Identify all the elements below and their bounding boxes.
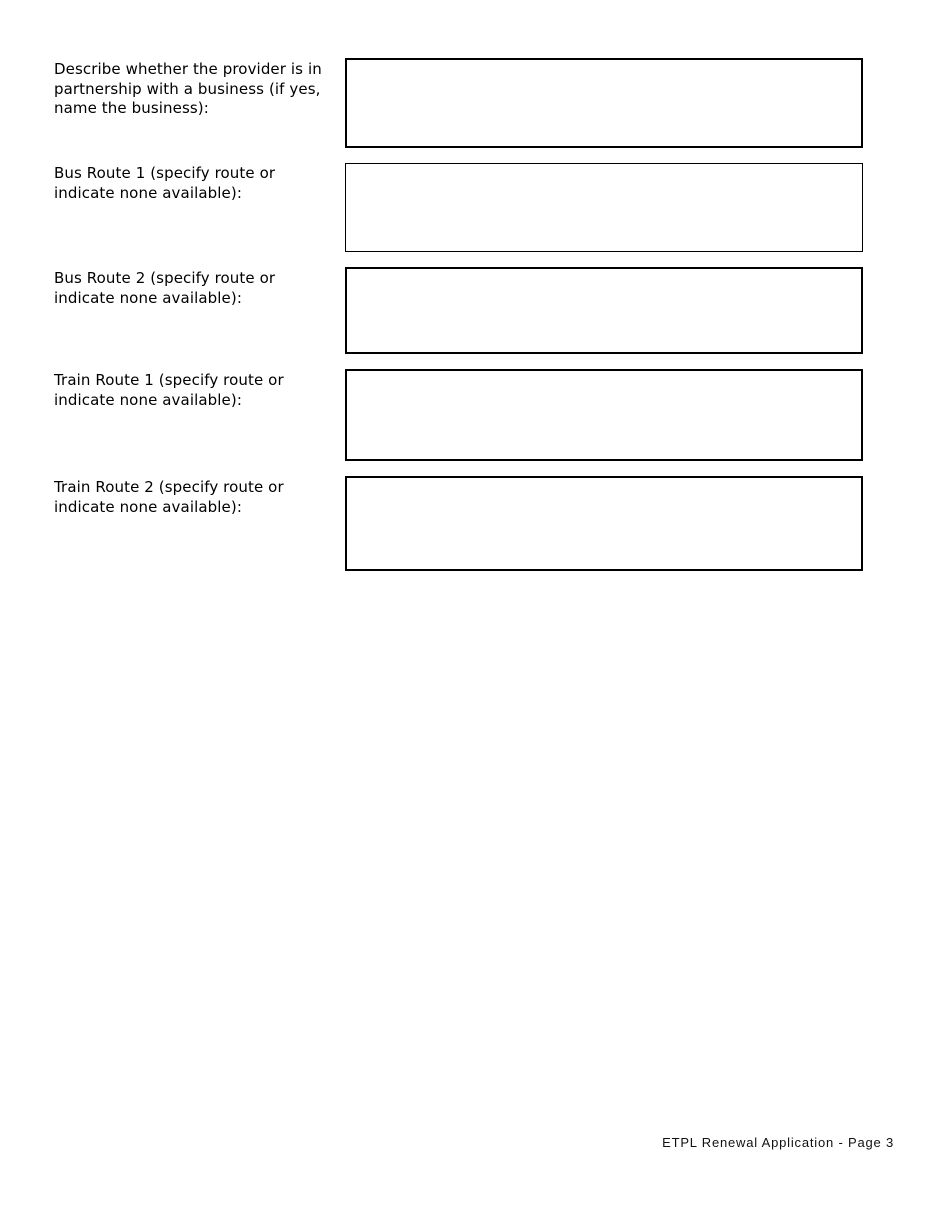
train-route-2-input[interactable] xyxy=(345,476,863,571)
train-route-1-input[interactable] xyxy=(345,369,863,461)
bus-route-2-label: Bus Route 2 (specify route or indicate none available): xyxy=(54,269,276,307)
train-route-1-label: Train Route 1 (specify route or indicate none available): xyxy=(54,371,284,409)
page-footer: ETPL Renewal Application - Page 3 xyxy=(662,1135,894,1150)
train-route-2-label: Train Route 2 (specify route or indicate none available): xyxy=(54,478,284,516)
business-partnership-label: Describe whether the provider is in partnership with a business (if yes, name the business): xyxy=(54,60,322,117)
bus-route-1-input[interactable] xyxy=(345,163,863,252)
bus-route-1-label: Bus Route 1 (specify route or indicate none available): xyxy=(54,164,276,202)
bus-route-2-input[interactable] xyxy=(345,267,863,354)
business-partnership-input[interactable] xyxy=(345,58,863,148)
